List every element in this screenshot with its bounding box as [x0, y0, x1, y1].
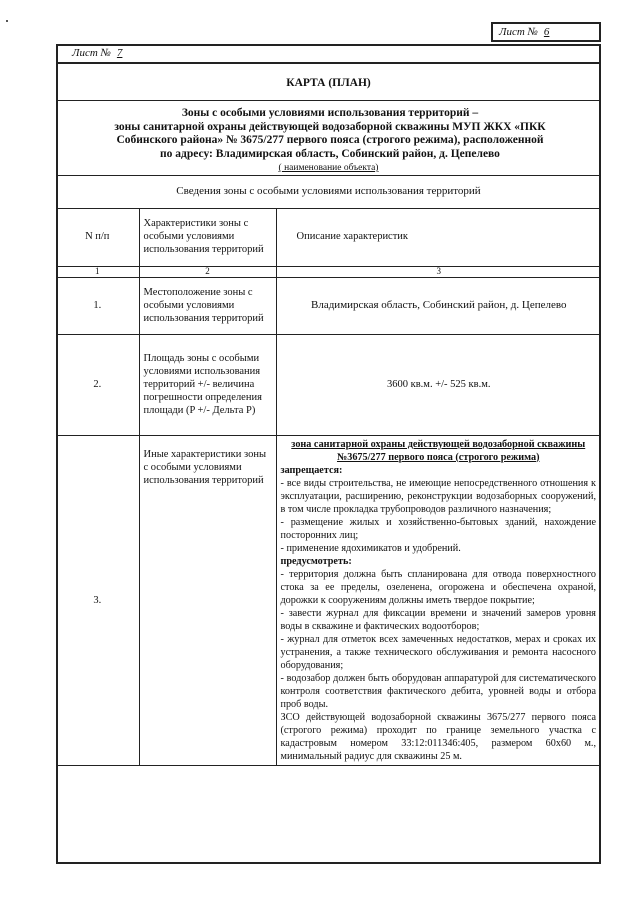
- caption-text: ( наименование объекта): [278, 163, 379, 173]
- provide-label: предусмотреть:: [280, 555, 352, 567]
- prohibited-label: запрещается:: [280, 464, 343, 476]
- sheet-inner-number: 7: [116, 47, 123, 59]
- list-item: - территория должна быть спланирована для отвода поверхностного стока за ее пределы, озеленена, огорожена и обеспечена охраной, дорожки к сооружениям должны иметь твердое покрытие;: [280, 568, 596, 606]
- list-item: - применение ядохимикатов и удобрений.: [280, 542, 461, 554]
- header-num: N п/п: [56, 208, 139, 266]
- row-num: 3.: [56, 435, 139, 765]
- zone-info-table: [56, 208, 601, 766]
- row-characteristic: Иные характеристики зоны с особыми условиями использования территорий: [139, 435, 276, 765]
- header-characteristic: Характеристики зоны с особыми условиями использования территорий: [139, 208, 276, 266]
- header-description: Описание характеристик: [276, 208, 601, 266]
- page-title: КАРТА (ПЛАН): [286, 77, 371, 89]
- divider: [56, 175, 601, 176]
- row-description: Владимирская область, Собинский район, д. Цепелево: [276, 277, 601, 334]
- list-item: - завести журнал для фиксации времени и значений замеров уровня воды в скважине и фактических водоотборов;: [280, 607, 596, 632]
- col-number: 1: [56, 266, 139, 277]
- table-header-row: [56, 208, 601, 266]
- sheet-outer-label: Лист №: [499, 26, 538, 38]
- list-item: - водозабор должен быть оборудован аппаратурой для систематического контроля соответствия фактического дебита, уровней воды и отбора проб воды.: [280, 672, 596, 710]
- section-title: Сведения зоны с особыми условиями использования территорий: [176, 185, 481, 197]
- sheet-number-outer: [491, 22, 601, 42]
- subtitle-line: Собинского района» № 3675/277 первого пояса (строгого режима), расположенной: [116, 134, 544, 146]
- table-row: [56, 334, 601, 435]
- divider: [56, 100, 601, 101]
- subtitle-line: зоны санитарной охраны действующей водозаборной скважины МУП ЖКХ «ПКК: [114, 120, 546, 133]
- subtitle-line: по адресу: Владимирская область, Собинский район, д. Цепелево: [160, 147, 500, 160]
- subtitle-line: Зоны с особыми условиями использования территорий –: [181, 107, 479, 119]
- sheet-number-inner: [72, 46, 122, 60]
- list-item: - размещение жилых и хозяйственно-бытовых зданий, нахождение посторонних лиц;: [280, 516, 596, 541]
- row-num: 1.: [56, 277, 139, 334]
- row-description: 3600 кв.м. +/- 525 кв.м.: [276, 334, 601, 435]
- col-number: 2: [139, 266, 276, 277]
- column-number-row: [56, 266, 601, 277]
- list-item: - все виды строительства, не имеющие непосредственного отношения к эксплуатации, расширению, реконструкции водозаборных сооружений, в том числе прокладка трубопроводов различного назначения;: [280, 477, 596, 515]
- row-num: 2.: [56, 334, 139, 435]
- zone-header: зона санитарной охраны действующей водозаборной скважины №3675/277 первого пояса (строгого режима): [291, 438, 586, 463]
- sheet-inner-label: Лист №: [72, 47, 111, 59]
- row-characteristic: Площадь зоны с особыми условиями использования территорий +/- величина погрешности определения площади (P +/- Дельта P): [139, 334, 276, 435]
- object-name-caption: [56, 163, 601, 173]
- row-characteristic: Местоположение зоны с особыми условиями использования территорий: [139, 277, 276, 334]
- zone-subtitle: [84, 107, 576, 161]
- closing-text: ЗСО действующей водозаборной скважины 3675/277 первого пояса (строгого режима) проходит по границе земельного участка с кадастровым номером 33:12:011346:405, размером 60x60 м., минимальный радиус для скважины 25 м.: [280, 711, 596, 762]
- table-row: [56, 277, 601, 334]
- scan-speck: [6, 20, 8, 22]
- sheet-outer-number: 6: [543, 26, 550, 38]
- row-description: [276, 435, 601, 765]
- col-number: 3: [276, 266, 601, 277]
- list-item: - журнал для отметок всех замеченных недостатков, мерах и сроках их устранения, а также технического обслуживания и ремонта насосного оборудования;: [280, 633, 596, 671]
- divider: [56, 62, 601, 64]
- table-row: [56, 435, 601, 765]
